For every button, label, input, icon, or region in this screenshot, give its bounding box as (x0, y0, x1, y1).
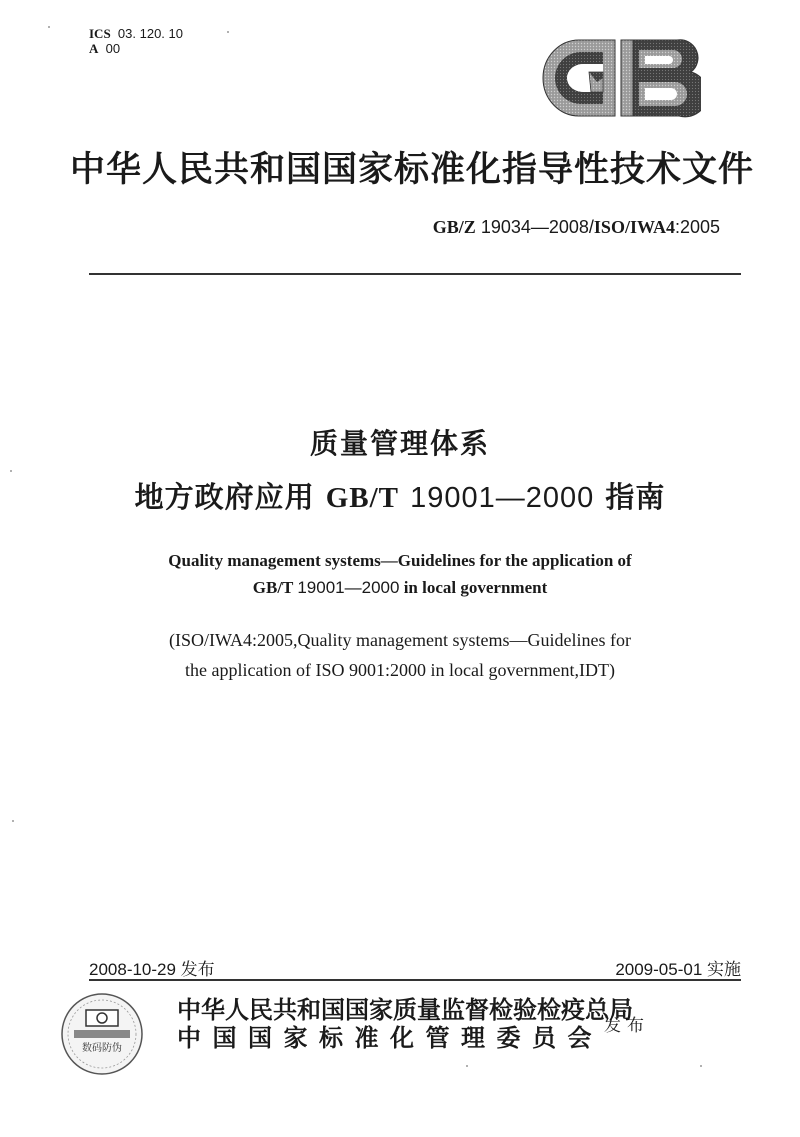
equivalence-note (0, 625, 800, 685)
gb-logo-icon (541, 36, 701, 120)
issue-date: 2008-10-29 发布 (89, 960, 215, 979)
scan-speck (227, 31, 229, 33)
svg-text:数码防伪: 数码防伪 (82, 1043, 122, 1054)
scan-speck (48, 26, 50, 28)
issuer-aqsiq: 中华人民共和国国家质量监督检验检疫总局 (177, 995, 633, 1024)
scan-speck (466, 1065, 468, 1067)
ccs-code: A 00 (89, 41, 121, 56)
header-divider (89, 273, 741, 275)
document-type: 中华人民共和国国家标准化指导性技术文件 (70, 149, 755, 190)
scan-speck (10, 470, 12, 472)
title-cn-line2: 地方政府应用 GB/T 19001—2000 指南 (134, 480, 666, 514)
scan-speck (700, 1065, 702, 1067)
anti-counterfeit-stamp-icon (56, 988, 148, 1080)
issue-label: 发布 (604, 1016, 650, 1036)
issuer-sac: 中国国家标准化管理委员会 (177, 1023, 603, 1052)
title-en-line1: Quality management systems—Guidelines for the application of (168, 551, 632, 570)
standard-code: GB/Z 19034—2008/ISO/IWA4:2005 (432, 217, 720, 237)
ics-code: ICS 03. 120. 10 (89, 26, 183, 41)
footer-divider (89, 979, 741, 981)
classification-codes (89, 26, 183, 56)
scan-speck (12, 820, 14, 822)
title-en-line2: GB/T 19001—2000 in local government (252, 578, 548, 597)
title-english (0, 547, 800, 601)
title-cn-line1: 质量管理体系 (309, 427, 490, 460)
equivalence-line1: (ISO/IWA4:2005,Quality management systems—Guidelines for (169, 630, 631, 650)
equivalence-line2: the application of ISO 9001:2000 in local government,IDT) (185, 660, 615, 680)
implementation-date: 2009-05-01 实施 (615, 960, 741, 979)
issuing-authorities (177, 996, 633, 1052)
